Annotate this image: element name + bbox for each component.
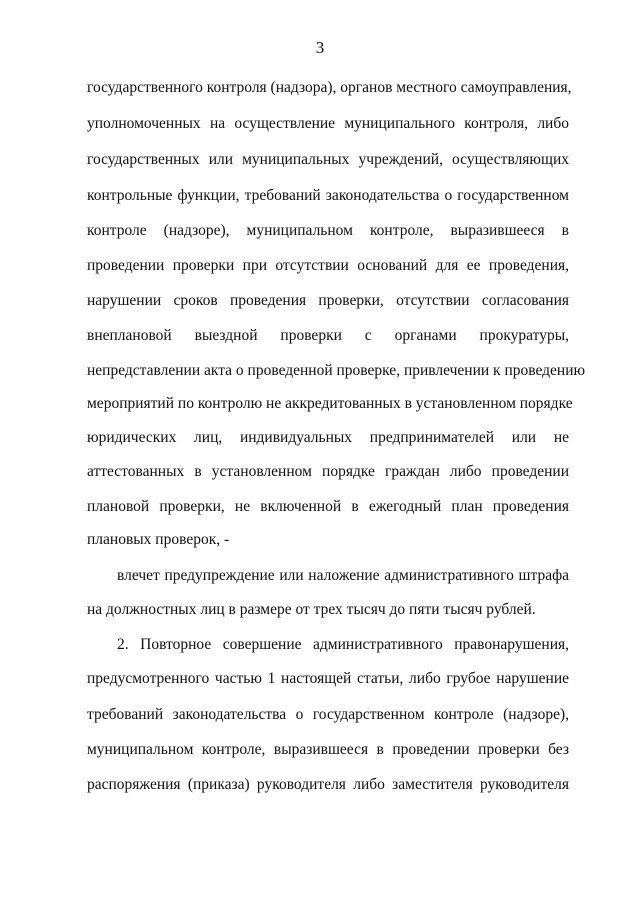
body-line: плановых проверок, - — [87, 531, 230, 548]
body-line: мероприятий по контролю не аккредитованных в установленном порядке — [87, 395, 573, 412]
body-line: муниципальном контроле, выразившееся в проведении проверки без — [87, 741, 569, 758]
body-line: проведении проверки при отсутствии оснований для ее проведения, — [87, 257, 569, 274]
body-line: требований законодательства о государственном контроле (надзоре), — [87, 706, 569, 723]
body-line: нарушении сроков проведения проверки, отсутствии согласования — [87, 292, 569, 309]
body-line: государственных или муниципальных учреждений, осуществляющих — [87, 151, 569, 168]
body-line: плановой проверки, не включенной в ежегодный план проведения — [87, 498, 569, 515]
body-line: государственного контроля (надзора), органов местного самоуправления, — [87, 79, 572, 96]
body-line: уполномоченных на осуществление муниципального контроля, либо — [87, 115, 569, 132]
body-line: контроле (надзоре), муниципальном контроле, выразившееся в — [87, 222, 569, 239]
body-line: предусмотренного частью 1 настоящей статьи, либо грубое нарушение — [87, 670, 569, 687]
body-line: на должностных лиц в размере от трех тысяч до пяти тысяч рублей. — [87, 601, 536, 618]
body-line: юридических лиц, индивидуальных предпринимателей или не — [87, 429, 569, 446]
body-line: распоряжения (приказа) руководителя либо заместителя руководителя — [87, 776, 569, 793]
body-line: непредставлении акта о проведенной проверке, привлечении к проведению — [87, 362, 586, 379]
page-number: 3 — [315, 38, 325, 57]
body-line: контрольные функции, требований законодательства о государственном — [87, 187, 569, 204]
body-line: влечет предупреждение или наложение административного штрафа — [117, 567, 569, 584]
body-line: аттестованных в установленном порядке граждан либо проведении — [87, 463, 569, 480]
body-line: 2. Повторное совершение административного правонарушения, — [117, 636, 569, 653]
body-line: внеплановой выездной проверки с органами прокуратуры, — [87, 327, 569, 344]
